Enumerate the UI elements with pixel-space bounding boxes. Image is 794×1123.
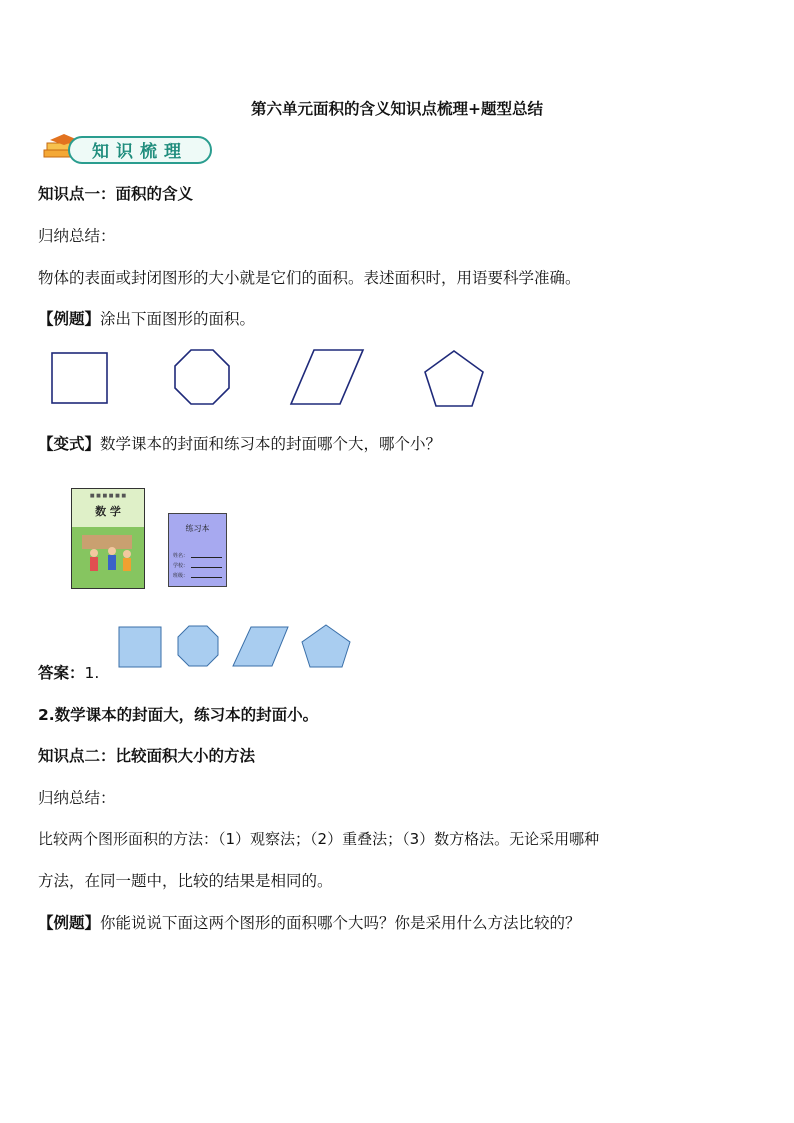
section2-example <box>38 911 581 933</box>
answer-1: 1. <box>84 664 100 682</box>
example-tag: 【例题】 <box>38 310 101 328</box>
page-title: 第六单元面积的含义知识点梳理+题型总结 <box>251 99 543 118</box>
exercise-book-cover <box>168 513 227 587</box>
banner-label: 知识梳理 <box>92 142 188 162</box>
variant-tag: 【变式】 <box>38 435 101 453</box>
section2-summary-label: 归纳总结： <box>38 789 116 807</box>
answer-shapes <box>112 622 357 672</box>
textbook-title: 数 学 <box>95 505 121 518</box>
section1-heading: 知识点一：面积的含义 <box>38 185 194 203</box>
example-tag-2: 【例题】 <box>38 914 101 932</box>
section1-variant <box>38 432 441 454</box>
section1-summary-label: 归纳总结： <box>38 227 116 245</box>
section2-summary-line2: 方法，在同一题中，比较的结果是相同的。 <box>38 872 333 890</box>
section1-summary-text: 物体的表面或封闭图形的大小就是它们的面积。表述面积时，用语要科学准确。 <box>38 269 581 287</box>
exercise-book-school-field: 学校： <box>173 563 189 569</box>
exercise-book-name-field: 姓名： <box>173 553 189 559</box>
answer-line-1 <box>38 661 99 683</box>
pentagon-shape <box>425 351 483 406</box>
example-shapes <box>40 340 510 415</box>
example-text-2: 你能说说下面这两个图形的面积哪个大吗？你是采用什么方法比较的？ <box>100 914 581 932</box>
math-textbook-cover: ■ ■ ■ ■ ■ ■ 数 学 <box>71 488 145 589</box>
section2-summary-line1: 比较两个图形面积的方法：（1）观察法；（2）重叠法；（3）数方格法。无论采用哪种 <box>38 830 600 848</box>
filled-parallelogram-shape <box>233 627 288 666</box>
parallelogram-shape <box>291 350 363 404</box>
square-shape <box>52 353 107 403</box>
answer-line-2: 2.数学课本的封面大，练习本的封面小。 <box>38 706 319 724</box>
octagon-shape <box>175 350 229 404</box>
filled-square-shape <box>119 627 161 667</box>
answer-label: 答案： <box>38 664 85 682</box>
knowledge-banner <box>40 130 215 166</box>
example-text: 涂出下面图形的面积。 <box>100 310 256 328</box>
filled-octagon-shape <box>178 626 218 666</box>
children-illustration <box>72 527 144 588</box>
section2-heading: 知识点二：比较面积大小的方法 <box>38 747 256 765</box>
exercise-book-title: 练习本 <box>185 524 210 533</box>
section1-example <box>38 307 255 329</box>
exercise-book-class-field: 班级： <box>173 573 189 579</box>
variant-text: 数学课本的封面和练习本的封面哪个大，哪个小？ <box>100 435 442 453</box>
filled-pentagon-shape <box>302 625 350 667</box>
